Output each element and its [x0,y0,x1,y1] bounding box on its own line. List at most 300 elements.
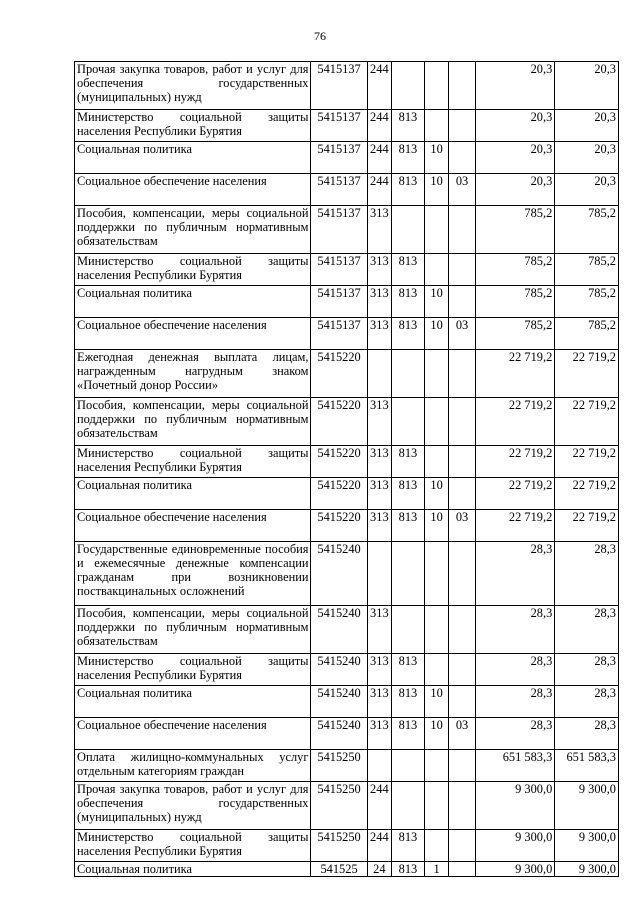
amount-1-cell [475,318,555,350]
amount-2: 22 719,2 [572,510,616,524]
amount-2: 20,3 [594,174,616,188]
section-code-cell [424,350,448,398]
administrator-code-cell [392,206,425,254]
target-article-code: 541525 [320,862,358,876]
expense-type-code: 313 [370,718,389,732]
administrator-code: 813 [398,830,418,844]
expense-type-code: 313 [370,318,389,332]
amount-1-cell [475,782,555,830]
expense-type-code: 313 [370,606,389,620]
target-article-code: 5415137 [317,174,361,188]
amount-1-cell [475,750,555,782]
subsection-code-cell [449,750,476,782]
section-code-cell [424,510,448,542]
section-code-cell [424,398,448,446]
section-code: 10 [430,510,443,524]
expense-type-code-cell [367,446,391,478]
amount-1-cell [475,830,555,862]
item-name-cell [75,110,311,142]
amount-1-cell [475,62,555,110]
section-code-cell [424,110,448,142]
target-article-code: 5415137 [317,254,361,268]
expense-type-code: 313 [370,286,389,300]
table-row [75,606,619,654]
amount-1: 20,3 [530,110,553,124]
amount-1-cell [475,142,555,174]
amount-1: 785,2 [524,286,553,300]
amount-1-cell [475,286,555,318]
administrator-code-cell [392,318,425,350]
administrator-code-cell [392,350,425,398]
expense-type-code-cell [367,686,391,718]
amount-2: 22 719,2 [572,350,616,364]
table-row [75,510,619,542]
item-name-cell [75,398,311,446]
item-name-cell [75,286,311,318]
administrator-code: 813 [398,318,418,332]
section-code: 1 [433,862,440,876]
target-article-code: 5415137 [317,318,361,332]
target-article-code-cell [311,478,367,510]
target-article-code: 5415240 [317,606,361,620]
table-row [75,254,619,286]
amount-2: 785,2 [588,206,616,220]
amount-1-cell [475,606,555,654]
expense-type-code: 24 [373,862,386,876]
amount-2-cell [555,542,619,606]
amount-2-cell [555,686,619,718]
amount-1: 22 719,2 [508,478,553,492]
target-article-code-cell [311,446,367,478]
amount-2-cell [555,830,619,862]
table-row [75,478,619,510]
subsection-code-cell [449,318,476,350]
item-name-cell [75,142,311,174]
table-row [75,62,619,110]
item-name: Ежегодная денежная выплата лицам, награжденным нагрудным знаком «Почетный донор России» [77,350,309,392]
expense-type-code: 313 [370,254,389,268]
amount-1: 28,3 [530,654,553,668]
amount-2-cell [555,510,619,542]
target-article-code: 5415240 [317,654,361,668]
item-name: Социальное обеспечение населения [77,510,267,524]
expense-type-code-cell [367,206,391,254]
amount-1-cell [475,254,555,286]
section-code-cell [424,606,448,654]
amount-1: 651 583,3 [502,750,553,764]
section-code: 10 [430,478,443,492]
administrator-code-cell [392,782,425,830]
item-name-cell [75,174,311,206]
administrator-code-cell [392,62,425,110]
target-article-code-cell [311,830,367,862]
subsection-code-cell [449,542,476,606]
amount-1: 22 719,2 [508,398,553,412]
expense-type-code: 244 [370,62,389,76]
target-article-code-cell [311,606,367,654]
target-article-code: 5415250 [317,750,361,764]
administrator-code: 813 [398,286,418,300]
item-name-cell [75,350,311,398]
administrator-code: 813 [398,510,418,524]
target-article-code-cell [311,718,367,750]
item-name: Социальное обеспечение населения [77,718,267,732]
expense-type-code-cell [367,350,391,398]
expense-type-code-cell [367,862,391,877]
administrator-code-cell [392,510,425,542]
subsection-code-cell [449,606,476,654]
section-code-cell [424,750,448,782]
expense-type-code-cell [367,62,391,110]
item-name: Социальное обеспечение населения [77,174,267,188]
amount-2: 22 719,2 [572,398,616,412]
section-code: 10 [430,142,443,156]
subsection-code-cell [449,718,476,750]
expense-type-code: 313 [370,510,389,524]
administrator-code-cell [392,142,425,174]
administrator-code: 813 [398,254,418,268]
expense-type-code-cell [367,510,391,542]
amount-1: 28,3 [530,542,553,556]
amount-2-cell [555,110,619,142]
administrator-code-cell [392,478,425,510]
amount-1: 20,3 [530,174,553,188]
item-name-cell [75,318,311,350]
expense-type-code: 244 [370,782,389,796]
table-row [75,862,619,877]
target-article-code-cell [311,142,367,174]
subsection-code-cell [449,110,476,142]
expense-type-code-cell [367,750,391,782]
expense-type-code: 313 [370,446,389,460]
subsection-code-cell [449,254,476,286]
item-name-cell [75,478,311,510]
section-code: 10 [430,718,443,732]
item-name-cell [75,830,311,862]
administrator-code: 813 [398,446,418,460]
item-name-cell [75,750,311,782]
subsection-code-cell [449,206,476,254]
table-row [75,142,619,174]
item-name: Государственные единовременные пособия и ежемесячные денежные компенсации гражданам при возникновении поствакцинальных осложнений [77,542,309,598]
amount-1-cell [475,862,555,877]
amount-2-cell [555,398,619,446]
table-row [75,830,619,862]
target-article-code: 5415240 [317,718,361,732]
amount-2-cell [555,142,619,174]
amount-1-cell [475,206,555,254]
section-code-cell [424,862,448,877]
subsection-code: 03 [455,174,469,188]
amount-1-cell [475,350,555,398]
item-name-cell [75,446,311,478]
target-article-code-cell [311,110,367,142]
amount-2-cell [555,206,619,254]
section-code-cell [424,446,448,478]
section-code-cell [424,286,448,318]
item-name-cell [75,62,311,110]
amount-2-cell [555,478,619,510]
expense-type-code-cell [367,174,391,206]
expense-type-code-cell [367,478,391,510]
target-article-code-cell [311,862,367,877]
amount-1: 785,2 [524,206,553,220]
target-article-code: 5415137 [317,142,361,156]
amount-2-cell [555,62,619,110]
amount-2: 22 719,2 [572,446,616,460]
subsection-code-cell [449,350,476,398]
table-row [75,398,619,446]
amount-1-cell [475,510,555,542]
item-name-cell [75,510,311,542]
item-name: Социальная политика [77,286,192,300]
amount-1-cell [475,478,555,510]
amount-2: 28,3 [594,686,616,700]
item-name: Министерство социальной защиты населения Республики Бурятия [77,654,309,682]
administrator-code: 813 [398,686,418,700]
section-code-cell [424,686,448,718]
amount-2: 28,3 [594,542,616,556]
amount-1-cell [475,110,555,142]
amount-1: 22 719,2 [508,350,553,364]
amount-2-cell [555,782,619,830]
target-article-code-cell [311,350,367,398]
budget-table [74,61,619,877]
section-code-cell [424,206,448,254]
table-row [75,718,619,750]
target-article-code-cell [311,254,367,286]
amount-2: 785,2 [588,318,616,332]
subsection-code-cell [449,782,476,830]
expense-type-code: 244 [370,174,389,188]
target-article-code-cell [311,174,367,206]
target-article-code-cell [311,750,367,782]
table-row [75,750,619,782]
subsection-code-cell [449,62,476,110]
table-row [75,446,619,478]
target-article-code-cell [311,542,367,606]
section-code: 10 [430,174,443,188]
item-name-cell [75,206,311,254]
subsection-code-cell [449,174,476,206]
expense-type-code-cell [367,606,391,654]
amount-2-cell [555,446,619,478]
subsection-code-cell [449,446,476,478]
subsection-code-cell [449,510,476,542]
target-article-code: 5415240 [317,686,361,700]
target-article-code: 5415137 [317,110,361,124]
expense-type-code-cell [367,830,391,862]
administrator-code: 813 [398,478,418,492]
subsection-code-cell [449,478,476,510]
section-code-cell [424,830,448,862]
amount-2: 9 300,0 [578,782,616,796]
expense-type-code: 313 [370,206,389,220]
target-article-code-cell [311,62,367,110]
target-article-code: 5415250 [317,782,361,796]
expense-type-code-cell [367,782,391,830]
target-article-code: 5415240 [317,542,361,556]
administrator-code-cell [392,750,425,782]
administrator-code-cell [392,830,425,862]
amount-2: 9 300,0 [578,862,616,876]
amount-2-cell [555,654,619,686]
section-code-cell [424,254,448,286]
amount-2: 785,2 [588,254,616,268]
subsection-code-cell [449,142,476,174]
amount-1: 22 719,2 [508,446,553,460]
table-row [75,782,619,830]
amount-1: 9 300,0 [515,862,553,876]
administrator-code-cell [392,718,425,750]
section-code-cell [424,318,448,350]
target-article-code-cell [311,510,367,542]
amount-2-cell [555,606,619,654]
section-code-cell [424,542,448,606]
subsection-code-cell [449,686,476,718]
administrator-code-cell [392,606,425,654]
amount-1: 9 300,0 [515,782,553,796]
item-name: Оплата жилищно-коммунальных услуг отдельным категориям граждан [77,750,309,778]
item-name: Министерство социальной защиты населения Республики Бурятия [77,254,309,282]
administrator-code: 813 [398,142,418,156]
amount-1-cell [475,398,555,446]
item-name: Пособия, компенсации, меры социальной поддержки по публичным нормативным обязательствам [77,606,309,648]
amount-2-cell [555,254,619,286]
target-article-code: 5415220 [317,398,361,412]
section-code-cell [424,174,448,206]
expense-type-code-cell [367,398,391,446]
expense-type-code-cell [367,110,391,142]
amount-2: 20,3 [594,62,616,76]
administrator-code: 813 [398,174,418,188]
item-name: Министерство социальной защиты населения Республики Бурятия [77,446,309,474]
item-name-cell [75,718,311,750]
item-name: Социальная политика [77,142,192,156]
administrator-code-cell [392,286,425,318]
administrator-code-cell [392,446,425,478]
expense-type-code: 244 [370,830,389,844]
subsection-code-cell [449,286,476,318]
page-number: 76 [314,29,326,43]
item-name: Министерство социальной защиты населения Республики Бурятия [77,830,309,858]
amount-1-cell [475,718,555,750]
item-name-cell [75,606,311,654]
target-article-code-cell [311,286,367,318]
administrator-code: 813 [398,718,418,732]
expense-type-code: 313 [370,686,389,700]
table-row [75,542,619,606]
expense-type-code: 313 [370,654,389,668]
item-name: Социальная политика [77,862,192,876]
expense-type-code-cell [367,654,391,686]
subsection-code: 03 [455,318,469,332]
amount-1: 22 719,2 [508,510,553,524]
section-code-cell [424,62,448,110]
amount-2-cell [555,862,619,877]
amount-2-cell [555,718,619,750]
target-article-code: 5415220 [317,510,361,524]
amount-2: 9 300,0 [578,830,616,844]
item-name: Прочая закупка товаров, работ и услуг для обеспечения государственных (муниципальных) нужд [77,782,309,824]
administrator-code: 813 [398,654,418,668]
amount-2: 28,3 [594,654,616,668]
target-article-code: 5415137 [317,62,361,76]
amount-1-cell [475,686,555,718]
amount-1: 785,2 [524,318,553,332]
table-row [75,686,619,718]
amount-2-cell [555,174,619,206]
target-article-code: 5415220 [317,350,361,364]
budget-table-body [75,62,619,877]
item-name: Пособия, компенсации, меры социальной поддержки по публичным нормативным обязательствам [77,398,309,440]
table-row [75,174,619,206]
item-name: Социальная политика [77,478,192,492]
item-name-cell [75,542,311,606]
item-name-cell [75,862,311,877]
table-row [75,110,619,142]
expense-type-code-cell [367,286,391,318]
target-article-code-cell [311,206,367,254]
expense-type-code-cell [367,718,391,750]
item-name-cell [75,782,311,830]
amount-1: 785,2 [524,254,553,268]
item-name: Прочая закупка товаров, работ и услуг для обеспечения государственных (муниципальных) нужд [77,62,309,104]
table-row [75,206,619,254]
target-article-code-cell [311,782,367,830]
amount-1-cell [475,174,555,206]
amount-1: 20,3 [530,62,553,76]
administrator-code-cell [392,862,425,877]
section-code-cell [424,478,448,510]
expense-type-code: 313 [370,398,389,412]
amount-1: 20,3 [530,142,553,156]
amount-1: 28,3 [530,606,553,620]
target-article-code: 5415137 [317,286,361,300]
expense-type-code-cell [367,254,391,286]
administrator-code-cell [392,654,425,686]
amount-2-cell [555,350,619,398]
section-code-cell [424,142,448,174]
item-name-cell [75,654,311,686]
amount-2: 651 583,3 [566,750,616,764]
item-name: Социальное обеспечение населения [77,318,267,332]
amount-2: 785,2 [588,286,616,300]
item-name: Пособия, компенсации, меры социальной поддержки по публичным нормативным обязательствам [77,206,309,248]
table-row [75,350,619,398]
amount-2: 28,3 [594,606,616,620]
amount-1-cell [475,654,555,686]
amount-2-cell [555,286,619,318]
administrator-code-cell [392,110,425,142]
amount-1-cell [475,446,555,478]
item-name: Социальная политика [77,686,192,700]
target-article-code-cell [311,398,367,446]
amount-2: 22 719,2 [572,478,616,492]
target-article-code-cell [311,318,367,350]
expense-type-code-cell [367,542,391,606]
expense-type-code: 313 [370,478,389,492]
table-row [75,318,619,350]
table-row [75,654,619,686]
item-name-cell [75,686,311,718]
administrator-code-cell [392,398,425,446]
expense-type-code-cell [367,318,391,350]
subsection-code: 03 [455,510,469,524]
target-article-code: 5415250 [317,830,361,844]
amount-1: 9 300,0 [515,830,553,844]
table-row [75,286,619,318]
